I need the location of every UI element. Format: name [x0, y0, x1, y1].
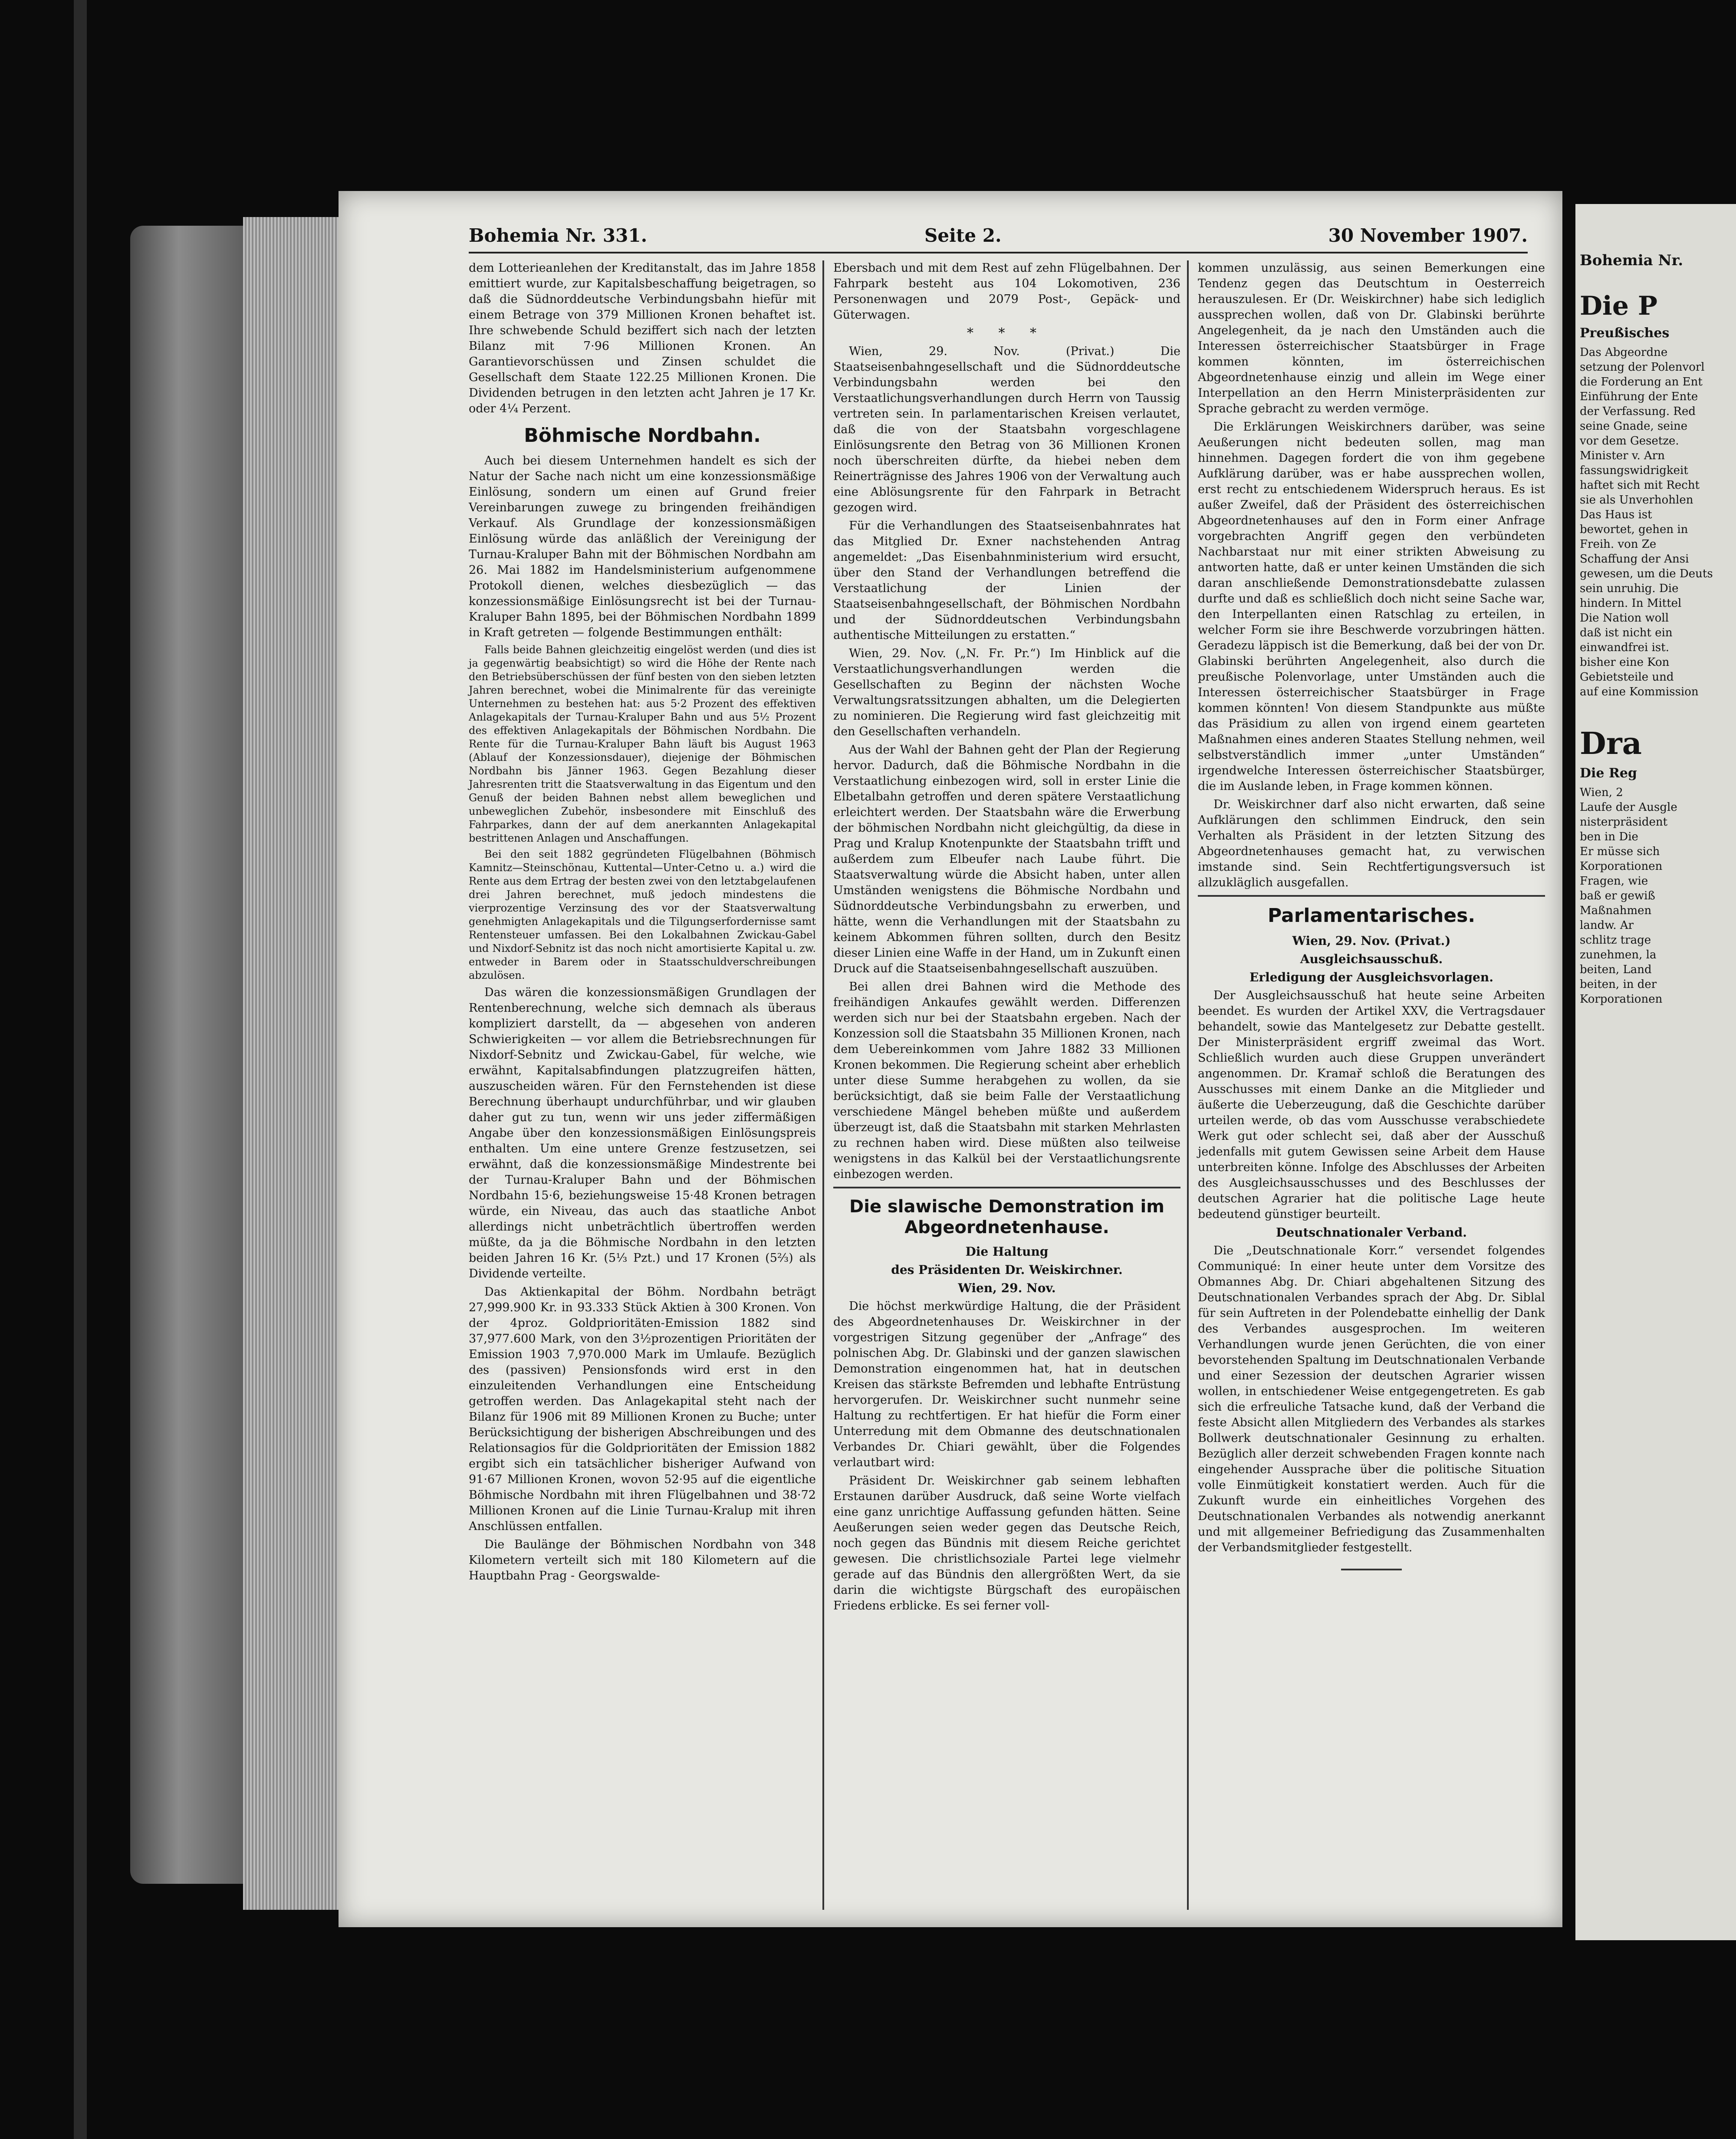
adjacent-text: Das Abgeordne setzung der Polenvorl die Forderung an Ent Einführung der Ente der Verfassung. Red seine Gnade, seine vor dem Gesetze. Minister v. Arn fassungswidrigkeit haftet sich mit Recht sie als Unverhohlen Das Haus ist bewortet, gehen in Freih. von Ze Schaffung der Ansi gewesen, um die Deuts sein unruhig. Die hindern. In Mittel Die Nation woll daß ist nicht ein einwandfrei ist. bisher eine Kon Gebietsteile und auf eine Kommission [1580, 346, 1713, 698]
article-subheading: Ausgleichsausschuß. [1300, 952, 1443, 966]
column-divider [822, 260, 824, 1910]
adjacent-subheading: Preußisches [1580, 326, 1670, 341]
paragraph: Wien, 29. Nov. („N. Fr. Pr.“) Im Hinblick auf die Verstaatlichungsverhandlungen werden die Gesellschaften zu Beginn der nächsten Woche Verwaltungsratssitzungen abhalten, um die Delegierten zu nominieren. Die Regierung wird fast gleichzeitig mit den Gesellschaften verhandeln. [833, 647, 1180, 738]
paragraph: Der Ausgleichsausschuß hat heute seine Arbeiten beendet. Es wurden der Artikel XXV, die Vertragsdauer behandelt, sowie das Mantelgesetz zur Debatte gestellt. Der Ministerpräsident ergriff zweimal das Wort. Schließlich wurden auch diese Gruppen unverändert angenommen. Dr. Kramař schloß die Beratungen des Ausschusses mit einem Danke an die Mitglieder und äußerte die Ueberzeugung, daß die Geschichte darüber urteilen werde, ob das vom Ausschusse verabschiedete Werk gut oder schlecht sei, daß aber der Ausschuß jedenfalls mit gutem Gewissen seine Arbeit dem Hause unterbreiten könne. Infolge des Abschlusses der Arbeiten des Ausgleichsausschusses und des Beschlusses der deutschen Agrarier hat die politische Lage heute bedeutend günstiger beurteilt. [1198, 989, 1545, 1221]
article-subheading: des Präsidenten Dr. Weiskirchner. [891, 1263, 1123, 1277]
adjacent-heading: Dra [1580, 725, 1642, 761]
header-issue: Bohemia Nr. 331. [469, 225, 648, 246]
divider [1198, 895, 1545, 897]
dateline: Wien, 29. Nov. [958, 1281, 1056, 1295]
paragraph: Die Erklärungen Weiskirchners darüber, was seine Aeußerungen nicht bedeuten sollen, mag man hinnehmen. Dagegen fordert die von ihm gegebene Aufklärung darüber, was er habe aussprechen wollen, erst recht zu entschiedenem Widerspruch heraus. Es ist außer Zweifel, daß der Präsident des österreichischen Abgeordnetenhauses auf den in Form einer Anfrage vorgebrachten Angriff gegen den verbündeten Nachbarstaat nur mit einer strikten Abweisung zu antworten hatte, daß er unter keinen Umständen die sich daran anschließende Demonstrationsdebatte zulassen durfte und daß es schließlich doch nicht seine Sache war, den Interpellanten einen Ratschlag zu erteilen, in welcher Form sie ihre Beschwerde vorzubringen hätten. Geradezu läppisch ist die Bemerkung, daß bei der von Dr. Glabinski berührten Angelegenheit, also durch die preußische Polenvorlage, unter Umständen auch die Interessen österreichischer Staatsbürger in Frage kommen könnten! Von diesem Standpunkte aus müßte das Präsidium zu allen von irgend einem gearteten Maßnahmen eines anderen Staates Stellung nehmen, weil selbstverständlich immer „unter Umständen“ irgendwelche Interessen österreichischer Staatsbürger, die im Auslande leben, in Frage kommen können. [1198, 420, 1545, 793]
book-spine [130, 226, 252, 1884]
article-continuation: kommen unzulässig, aus seinen Bemerkungen eine Tendenz gegen das Deutschtum in Oesterreich herauszulesen. Er (Dr. Weiskirchner) habe sich lediglich aussprechen wollen, daß von Dr. Glabinski berührte Angelegenheit, da je nach den Umständen auch die Interessen österreichischer Staatsbürger in Frage kommen könnten, im österreichischen Abgeordnetenhause einzig und allein im Wege einer Interpellation an den Herrn Ministerpräsidenten zur Sprache gebracht zu werden vermöge. [1198, 261, 1545, 415]
header-page-number: Seite 2. [924, 225, 1002, 246]
article-heading: Die slawische Demonstration im Abgeordnetenhause. [849, 1197, 1164, 1237]
paragraph: Bei allen drei Bahnen wird die Methode des freihändigen Ankaufes gewählt werden. Differenzen werden sich nur bei der Staatsbahn ergeben. Nach der Konzession soll die Staatsbahn 35 Millionen Kronen, nach dem Uebereinkommen vom Jahre 1882 33 Millionen Kronen bekommen. Die Regierung scheint aber erheblich unter diese Summe herabgehen zu wollen, da sie berücksichtigt, daß sie beim Falle der Verstaatlichung verschiedene Mängel beheben müßte und außerdem überzeugt ist, daß die Staatsbahn mit starken Mehrlasten zu rechnen haben wird. Diese müßten also teilweise wenigstens in das Kalkül bei der Verstaatlichungsrente einbezogen werden. [833, 980, 1180, 1181]
adjacent-text: Wien, 2 Laufe der Ausgle nisterpräsident ben in Die Er müsse sich Korporationen Fragen, wie baß er gewiß Maßnahmen landw. Ar schlitz trage zunehmen, la beiten, Land beiten, in der Korporationen [1580, 786, 1677, 1006]
paragraph: Die höchst merkwürdige Haltung, die der Präsident des Abgeordnetenhauses Dr. Weiskirchner in der vorgestrigen Sitzung gegenüber der „Anfrage“ des polnischen Abg. Dr. Glabinski und der ganzen slawischen Demonstration eingenommen hat, hat in deutschen Kreisen das stärkste Befremden und lebhafte Entrüstung hervorgerufen. Dr. Weiskirchner sucht nunmehr seine Haltung zu rechtfertigen. Er hat hiefür die Form einer Unterredung mit dem Obmanne des deutschnationalen Verbandes Dr. Chiari gewählt, über die Folgendes verlautbart wird: [833, 1300, 1180, 1469]
paragraph: Dr. Weiskirchner darf also nicht erwarten, daß seine Aufklärungen den schlimmen Eindruck, den sein Verhalten als Präsident in der letzten Sitzung des Abgeordnetenhauses gemacht hat, zu verwischen imstande sind. Sein Rechtfertigungsversuch ist allzukläglich ausgefallen. [1198, 798, 1545, 889]
adjacent-subheading: Die Reg [1580, 766, 1637, 781]
paragraph: Auch bei diesem Unternehmen handelt es sich der Natur der Sache nach nicht um eine konzessionsmäßige Einlösung, sondern um einen auf Grund freier Vereinbarungen zuwege zu bringenden freihändigen Verkauf. Als Grundlage der konzessionsmäßigen Einlösung würde das anläßlich der Vereinigung der Turnau-Kraluper Bahn mit der Böhmischen Nordbahn am 26. Mai 1882 im Handelsministerium aufgenommene Protokoll dienen, welches diesbezüglich — das konzessionsmäßige Einlösungsrecht ist bei der Turnau-Kraluper Bahn 1895, bei der Böhmischen Nordbahn 1899 in Kraft getreten — folgende Bestimmungen enthält: [469, 454, 816, 639]
paragraph: Das wären die konzessionsmäßigen Grundlagen der Rentenberechnung, welche sich demnach als überaus kompliziert darstellt, da — abgesehen von anderen Schwierigkeiten — vor allem die Betriebsrechnungen für Nixdorf-Sebnitz und Zwickau-Gabel, für welche, wie erwähnt, Kapitalsabfindungen platzzugreifen hätten, auszuscheiden wären. Für den Fernstehenden ist diese Berechnung überhaupt undurchführbar, und wir glauben daher gut zu tun, wenn wir uns jeder ziffermäßigen Angabe über den konzessionsmäßigen Einlösungspreis enthalten. Um eine untere Grenze festzusetzen, sei erwähnt, daß die konzessionsmäßige Mindestrente bei der Turnau-Kraluper Bahn und der Böhmischen Nordbahn 15·6, beziehungsweise 15·48 Kronen betragen würde, ein Niveau, das auch das staatliche Anbot allerdings nicht unbeträchtlich übertroffen werden müßte, da ja die Böhmische Nordbahn in den letzten beiden Jahren 16 Kr. (5⅓ Pzt.) und 17 Kronen (5⅔) als Dividende verteilte. [469, 986, 816, 1280]
page-header [469, 221, 1528, 253]
article-continuation: dem Lotterieanlehen der Kreditanstalt, das im Jahre 1858 emittiert wurde, zur Kapitalsbeschaffung beigetragen, so daß die Südnorddeutsche Verbindungsbahn hiefür mit einem Betrage von 379 Millionen Kronen behaftet ist. Ihre schwebende Schuld beziffert sich nach der letzten Bilanz mit 7·96 Millionen Kronen. An Garantievorschüssen und Zinsen schuldet die Gesellschaft dem Staate 122.25 Millionen Kronen. Die Dividenden betrugen in den letzten acht Jahren je 17 Kr. oder 4¼ Perzent. [469, 261, 816, 415]
article-heading: Böhmische Nordbahn. [524, 425, 761, 447]
article-subheading: Die Haltung [965, 1244, 1049, 1259]
adjacent-heading: Die P [1580, 291, 1658, 321]
newspaper-page [339, 191, 1562, 1927]
column-1 [469, 260, 816, 1586]
column-3 [1198, 260, 1545, 1583]
paragraph: Die Baulänge der Böhmischen Nordbahn von 348 Kilometern verteilt sich mit 180 Kilometern auf die Hauptbahn Prag - Georgswalde- [469, 1538, 816, 1583]
paragraph: Das Aktienkapital der Böhm. Nordbahn beträgt 27,999.900 Kr. in 93.333 Stück Aktien à 300 Kronen. Von der 4proz. Goldprioritäten-Emission 1882 sind 37,977.600 Mark, von den 3½prozentigen Prioritäten der Emission 1903 7,970.000 Mark im Umlaufe. Bezüglich des (passiven) Pensionsfonds wird erst in den einzuleitenden Verhandlungen eine Entscheidung getroffen werden. Das Anlagekapital steht nach der Bilanz für 1906 mit 89 Millionen Kronen zu Buche; unter Berücksichtigung der bisherigen Abschreibungen und des Relationsagios für die Goldprioritäten der Emission 1882 ergibt sich ein tatsächlicher bisheriger Aufwand von 91·67 Millionen Kronen, wovon 52·95 auf die eigentliche Böhmische Nordbahn mit ihren Flügelbahnen und 38·72 Millionen Kronen auf die Linie Turnau-Kralup mit ihren Anschlüssen entfallen. [469, 1285, 816, 1533]
paragraph-small: Bei den seit 1882 gegründeten Flügelbahnen (Böhmisch Kamnitz—Steinschönau, Kuttental—Unter-Cetno u. a.) wird die Rente aus dem Ertrag der besten zwei von den letztabgelaufenen drei Jahren berechnet, muß jedoch mindestens die vierprozentige Verzinsung des vor der Staatsverwaltung genehmigten Anlagekapitals und die Tilgungserfordernisse samt Rentensteuer umfassen. Bei den Lokalbahnen Zwickau-Gabel und Nixdorf-Sebnitz ist das noch nicht amortisierte Kapital u. zw. entweder in Barem oder in Staatsschuldverschreibungen abzulösen. [469, 848, 816, 981]
dateline: Wien, 29. Nov. (Privat.) [1292, 934, 1451, 948]
paragraph: Präsident Dr. Weiskirchner gab seinem lebhaften Erstaunen darüber Ausdruck, daß seine Worte vielfach eine ganz unrichtige Auffassung gefunden hätten. Seine Aeußerungen seien weder gegen das Deutsche Reich, noch gegen das Bündnis mit diesem Reiche gerichtet gewesen. Die christlichsoziale Partei lege vielmehr gerade auf das Bündnis den allergrößten Wert, da sie darin die wichtigste Bürgschaft des europäischen Friedens erblicke. Es sei ferner voll- [833, 1474, 1180, 1612]
article-heading: Parlamentarisches. [1267, 905, 1476, 927]
divider [833, 1187, 1180, 1188]
paragraph: Die „Deutschnationale Korr.“ versendet folgendes Communiqué: In einer heute unter dem Vorsitze des Obmannes Abg. Dr. Chiari abgehaltenen Sitzung des Deutschnationalen Verbandes sprach der Abg. Dr. Siblal für sein Auftreten in der Polendebatte einhellig der Dank des Verbandes ausgesprochen. Im weiteren Verhandlungen wurde jenen Gerüchten, die von einer bevorstehenden Spaltung im Deutschnationalen Verbande und einer Sezession der deutschen Agrarier wissen wollen, in entschiedener Weise entgegengetreten. Es gab sich die erfreuliche Tatsache kund, daß der Verband die feste Absicht allen Mitgliedern des Verbandes als starkes Bollwerk deutschnationaler Gesinnung zu erhalten. Bezüglich aller derzeit schwebenden Fragen konnte nach eingehender Aussprache über die politische Situation volle Einmütigkeit konstatiert werden. Auch für die Zukunft wurde ein einheitliches Vorgehen des Deutschnationalen Verbandes als notwendig anerkannt und mit allgemeiner Befriedigung das Zusammenhalten der Verbandsmitglieder festgestellt. [1198, 1244, 1545, 1554]
adjacent-page-header: Bohemia Nr. [1580, 252, 1683, 269]
article-subheading: Erledigung der Ausgleichsvorlagen. [1249, 970, 1493, 984]
column-2 [833, 260, 1180, 1616]
end-rule [1341, 1569, 1402, 1570]
article-continuation: Ebersbach und mit dem Rest auf zehn Flügelbahnen. Der Fahrpark besteht aus 104 Lokomotiven, 236 Personenwagen und 2079 Post-, Gepäck- und Güterwagen. [833, 261, 1180, 322]
paragraph: Aus der Wahl der Bahnen geht der Plan der Regierung hervor. Dadurch, daß die Böhmische Nordbahn in die Verstaatlichung einbezogen wird, soll in erster Linie die Elbetalbahn getroffen und deren spätere Verstaatlichung erleichtert werden. Der Staatsbahn wäre die Erwerbung der böhmischen Nordbahn nicht gleichgültig, da diese in Prag und Kralup Knotenpunkte der Staatsbahn trifft und außerdem zum Elbeufer nach Laube führt. Die Staatsverwaltung würde die Absicht haben, unter allen Umständen wenigstens die Böhmische Nordbahn und Südnorddeutsche Verbindungsbahn zu erwerben, und hätte, wenn die Verhandlungen mit der Staatsbahn zu keinem Abkommen führen sollten, durch den Besitz dieser Linien eine Waffe in der Hand, um in Zukunft einen Druck auf die Staatseisenbahngesellschaft auszuüben. [833, 743, 1180, 975]
article-subheading: Deutschnationaler Verband. [1276, 1225, 1467, 1240]
film-edge [74, 0, 87, 2139]
paragraph: Für die Verhandlungen des Staatseisenbahnrates hat das Mitglied Dr. Exner nachstehenden Antrag angemeldet: „Das Eisenbahnministerium wird ersucht, über den Stand der Verhandlungen betreffend die Verstaatlichung der Linien der Staatseisenbahngesellschaft, der Böhmischen Nordbahn und der Südnorddeutschen Verbindungsbahn authentische Mitteilungen zu erstatten.“ [833, 519, 1180, 642]
header-date: 30 November 1907. [1328, 225, 1528, 246]
column-divider [1187, 260, 1189, 1910]
paragraph-small: Falls beide Bahnen gleichzeitig eingelöst werden (und dies ist ja gegenwärtig beabsichtigt) so wird die Höhe der Rente nach den Betriebsüberschüssen der fünf besten von den sieben letzten Jahren berechnet, wobei die Minimalrente für das vereinigte Unternehmen zu bestehen hat: aus 5·2 Prozent des effektiven Anlagekapitals der Turnau-Kraluper Bahn und aus 5½ Prozent des effektiven Anlagekapitals der Böhmischen Nordbahn. Die Rente für die Turnau-Kraluper Bahn läuft bis August 1963 (Ablauf der Konzessionsdauer), diejenige der Böhmischen Nordbahn bis Jänner 1963. Gegen Bezahlung dieser Jahresrenten tritt die Staatsverwaltung in das Eigentum und den Genuß der beiden Bahnen nebst allem beweglichen und unbeweglichen Zubehör, insbesondere mit Einschluß des Fahrparkes, dann der auf dem anerkannten Anlagekapital bestrittenen Anlagen und Anschaffungen. [469, 644, 816, 844]
adjacent-page [1575, 204, 1736, 1940]
paragraph: Wien, 29. Nov. (Privat.) Die Staatseisenbahngesellschaft und die Südnorddeutsche Verbindungsbahn werden bei den Verstaatlichungsverhandlungen durch Herrn von Taussig vertreten sein. In parlamentarischen Kreisen verlautet, daß die von der Staatsbahn vorgeschlagene Einlösungsrente den Betrag von 36 Millionen Kronen noch überschreiten dürfte, da hiebei neben dem Reinerträgnisse des Jahres 1906 von der Verwaltung auch eine Ablösungsrente für den Fahrpark in Betracht gezogen wird. [833, 345, 1180, 514]
section-separator: * * * [967, 326, 1047, 341]
